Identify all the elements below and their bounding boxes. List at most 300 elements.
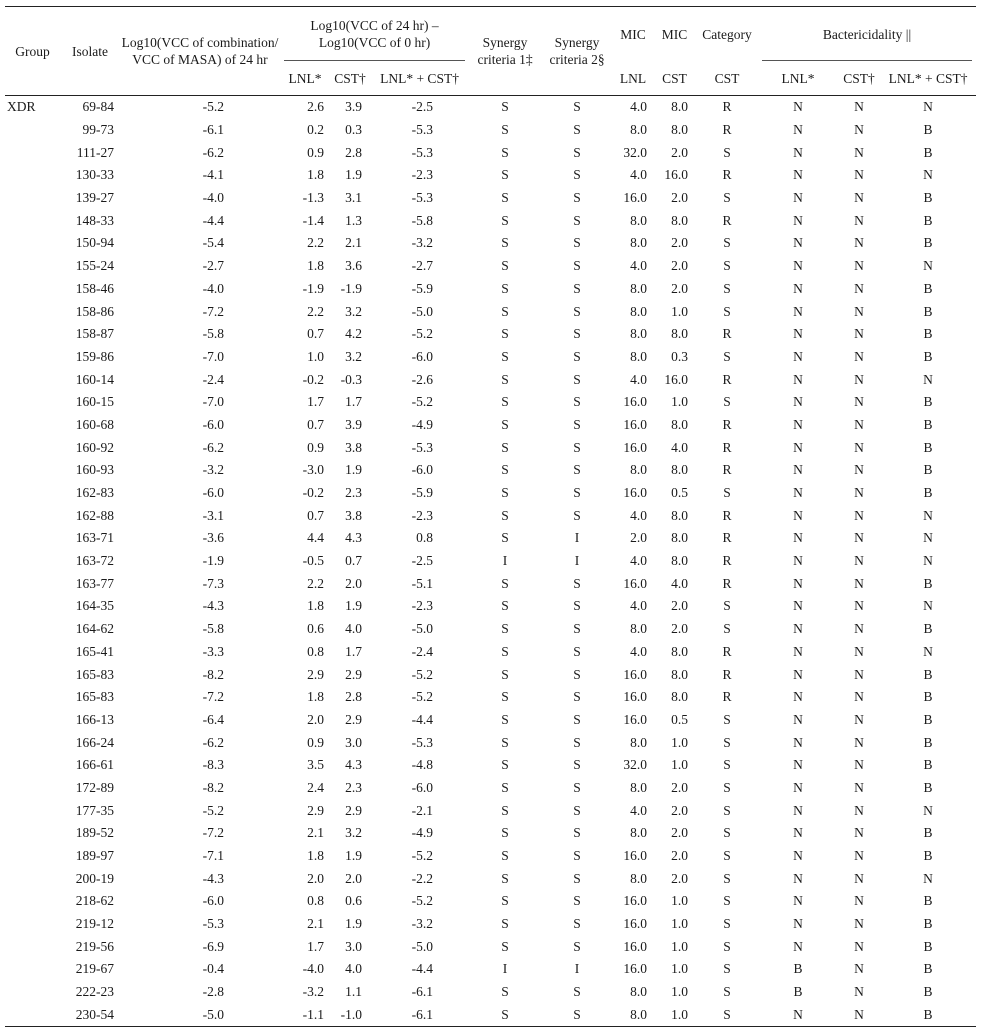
cell-synergy-1: S bbox=[501, 1006, 509, 1022]
cell-change-lnl: 0.7 bbox=[307, 416, 324, 432]
cell-change-lnl: 1.8 bbox=[307, 167, 324, 183]
header-synergy-criteria-2: Synergy criteria 2§ bbox=[541, 7, 613, 96]
cell-synergy-2: S bbox=[573, 802, 581, 818]
cell-bact-lnl: N bbox=[793, 848, 803, 864]
cell-change-lnl: 0.9 bbox=[307, 439, 324, 455]
cell-synergy-2: S bbox=[573, 870, 581, 886]
cell-category: R bbox=[722, 212, 732, 228]
cell-synergy-1: S bbox=[501, 530, 509, 546]
cell-mic-lnl: 4.0 bbox=[630, 643, 648, 659]
cell-isolate: 230-54 bbox=[75, 1006, 114, 1022]
cell-mic-lnl: 16.0 bbox=[623, 711, 648, 727]
cell-synergy-2: S bbox=[573, 326, 581, 342]
cell-synergy-2: S bbox=[573, 689, 581, 705]
cell-change-lnl: 0.9 bbox=[307, 734, 324, 750]
cell-category: R bbox=[722, 530, 732, 546]
cell-change-cst: 1.9 bbox=[345, 167, 362, 183]
cell-category: S bbox=[723, 280, 731, 296]
cell-isolate: 172-89 bbox=[75, 779, 114, 795]
cell-synergy-2: S bbox=[573, 984, 581, 1000]
cell-category: S bbox=[723, 485, 731, 501]
subheader-bact-cst: CST† bbox=[838, 61, 880, 96]
cell-mic-lnl: 4.0 bbox=[630, 258, 648, 274]
cell-bact-lnl-cst: B bbox=[923, 984, 933, 1000]
cell-change-lnl-cst: -2.6 bbox=[411, 371, 434, 387]
cell-bact-cst: N bbox=[854, 348, 864, 364]
subheader-bact-lnl: LNL* bbox=[758, 61, 838, 96]
cell-isolate: 166-24 bbox=[75, 734, 114, 750]
cell-bact-cst: N bbox=[854, 598, 864, 614]
cell-change-lnl-cst: -2.1 bbox=[411, 802, 434, 818]
cell-bact-lnl-cst: N bbox=[923, 507, 933, 523]
cell-combination-ratio: -2.7 bbox=[202, 258, 224, 274]
cell-isolate: 189-97 bbox=[75, 848, 114, 864]
cell-isolate: 160-93 bbox=[75, 462, 114, 478]
cell-synergy-1: S bbox=[501, 280, 509, 296]
cell-mic-cst: 4.0 bbox=[671, 439, 689, 455]
cell-bact-lnl-cst: B bbox=[923, 212, 933, 228]
cell-change-lnl: -1.1 bbox=[302, 1006, 324, 1022]
cell-mic-lnl: 4.0 bbox=[630, 99, 648, 115]
cell-isolate: 219-12 bbox=[75, 916, 114, 932]
cell-category: R bbox=[722, 507, 732, 523]
cell-group bbox=[5, 141, 60, 164]
cell-synergy-2: S bbox=[573, 1006, 581, 1022]
cell-mic-cst: 2.0 bbox=[671, 235, 689, 251]
cell-category: R bbox=[722, 122, 732, 138]
cell-bact-cst: N bbox=[854, 575, 864, 591]
cell-bact-cst: N bbox=[854, 280, 864, 296]
cell-category: R bbox=[722, 666, 732, 682]
cell-bact-lnl: N bbox=[793, 598, 803, 614]
synergy-results-table bbox=[5, 6, 976, 1027]
cell-synergy-1: S bbox=[501, 870, 509, 886]
cell-synergy-1: S bbox=[501, 825, 509, 841]
cell-mic-cst: 8.0 bbox=[671, 212, 689, 228]
table-row bbox=[5, 799, 976, 822]
cell-combination-ratio: -4.3 bbox=[202, 598, 224, 614]
cell-synergy-1: S bbox=[501, 757, 509, 773]
cell-mic-lnl: 32.0 bbox=[623, 757, 648, 773]
cell-change-cst: 4.3 bbox=[345, 757, 362, 773]
cell-mic-lnl: 16.0 bbox=[623, 416, 648, 432]
cell-change-lnl: 1.7 bbox=[307, 394, 324, 410]
cell-bact-lnl: N bbox=[793, 258, 803, 274]
cell-group bbox=[5, 209, 60, 232]
cell-mic-lnl: 2.0 bbox=[630, 530, 648, 546]
cell-change-cst: 2.0 bbox=[345, 870, 362, 886]
cell-mic-lnl: 8.0 bbox=[630, 326, 648, 342]
cell-change-lnl-cst: -5.2 bbox=[411, 326, 434, 342]
cell-group bbox=[5, 867, 60, 890]
cell-bact-lnl-cst: B bbox=[923, 326, 933, 342]
cell-bact-cst: N bbox=[854, 802, 864, 818]
cell-group bbox=[5, 255, 60, 278]
cell-change-cst: 3.2 bbox=[345, 825, 362, 841]
cell-synergy-2: S bbox=[573, 394, 581, 410]
cell-change-lnl-cst: -4.4 bbox=[411, 961, 434, 977]
cell-bact-cst: N bbox=[854, 530, 864, 546]
cell-change-lnl: 2.1 bbox=[307, 825, 324, 841]
subheader-category-cst: CST bbox=[696, 61, 758, 96]
cell-category: R bbox=[722, 643, 732, 659]
cell-synergy-1: S bbox=[501, 303, 509, 319]
cell-category: S bbox=[723, 1006, 731, 1022]
cell-bact-lnl: N bbox=[793, 190, 803, 206]
cell-bact-cst: N bbox=[854, 893, 864, 909]
cell-change-cst: 2.1 bbox=[345, 235, 362, 251]
cell-synergy-2: I bbox=[574, 530, 580, 546]
cell-combination-ratio: -4.1 bbox=[202, 167, 224, 183]
cell-change-cst: 1.7 bbox=[345, 394, 362, 410]
cell-bact-cst: N bbox=[854, 394, 864, 410]
cell-isolate: 164-62 bbox=[75, 621, 114, 637]
cell-synergy-1: S bbox=[501, 779, 509, 795]
cell-bact-lnl: N bbox=[793, 757, 803, 773]
cell-synergy-1: S bbox=[501, 258, 509, 274]
cell-isolate: 177-35 bbox=[75, 802, 114, 818]
cell-isolate: 163-72 bbox=[75, 553, 114, 569]
cell-group bbox=[5, 504, 60, 527]
table-row bbox=[5, 164, 976, 187]
cell-bact-lnl-cst: B bbox=[923, 235, 933, 251]
table-row bbox=[5, 209, 976, 232]
cell-combination-ratio: -4.0 bbox=[202, 280, 224, 296]
subheader-cst: CST† bbox=[330, 61, 370, 96]
cell-bact-lnl-cst: B bbox=[923, 122, 933, 138]
cell-bact-lnl: N bbox=[793, 802, 803, 818]
table-row bbox=[5, 255, 976, 278]
table-row bbox=[5, 300, 976, 323]
cell-change-cst: 3.9 bbox=[345, 416, 362, 432]
cell-change-lnl: 1.0 bbox=[307, 348, 324, 364]
cell-group bbox=[5, 550, 60, 573]
cell-bact-cst: N bbox=[854, 621, 864, 637]
cell-mic-lnl: 4.0 bbox=[630, 507, 648, 523]
table-row bbox=[5, 641, 976, 664]
cell-isolate: 148-33 bbox=[75, 212, 114, 228]
cell-category: R bbox=[722, 553, 732, 569]
cell-bact-lnl-cst: N bbox=[923, 643, 933, 659]
cell-synergy-2: S bbox=[573, 348, 581, 364]
cell-combination-ratio: -5.3 bbox=[202, 916, 224, 932]
subheader-lnl: LNL* bbox=[280, 61, 330, 96]
cell-combination-ratio: -6.2 bbox=[202, 439, 224, 455]
cell-group bbox=[5, 323, 60, 346]
cell-synergy-1: S bbox=[501, 507, 509, 523]
cell-bact-lnl: N bbox=[793, 666, 803, 682]
cell-mic-cst: 16.0 bbox=[664, 371, 689, 387]
cell-bact-lnl-cst: B bbox=[923, 280, 933, 296]
cell-combination-ratio: -8.3 bbox=[202, 757, 224, 773]
cell-mic-lnl: 8.0 bbox=[630, 870, 648, 886]
cell-bact-lnl-cst: N bbox=[923, 870, 933, 886]
cell-isolate: 162-83 bbox=[75, 485, 114, 501]
table-row bbox=[5, 686, 976, 709]
cell-combination-ratio: -6.2 bbox=[202, 144, 224, 160]
cell-change-lnl: 0.8 bbox=[307, 893, 324, 909]
cell-bact-lnl: N bbox=[793, 326, 803, 342]
cell-bact-lnl-cst: B bbox=[923, 462, 933, 478]
cell-change-lnl-cst: -6.1 bbox=[411, 1006, 434, 1022]
cell-change-cst: 2.9 bbox=[345, 802, 362, 818]
cell-mic-lnl: 8.0 bbox=[630, 1006, 648, 1022]
cell-group: XDR bbox=[7, 99, 36, 115]
cell-combination-ratio: -3.3 bbox=[202, 643, 224, 659]
table-row bbox=[5, 981, 976, 1004]
cell-bact-lnl-cst: B bbox=[923, 190, 933, 206]
cell-change-cst: 4.0 bbox=[345, 961, 362, 977]
cell-synergy-1: S bbox=[501, 348, 509, 364]
cell-bact-lnl-cst: B bbox=[923, 485, 933, 501]
cell-synergy-2: S bbox=[573, 303, 581, 319]
cell-group bbox=[5, 799, 60, 822]
cell-change-lnl: 1.8 bbox=[307, 689, 324, 705]
cell-bact-cst: N bbox=[854, 711, 864, 727]
cell-group bbox=[5, 414, 60, 437]
cell-bact-cst: N bbox=[854, 303, 864, 319]
cell-category: S bbox=[723, 916, 731, 932]
cell-bact-lnl: N bbox=[793, 643, 803, 659]
cell-group bbox=[5, 981, 60, 1004]
cell-synergy-1: S bbox=[501, 598, 509, 614]
cell-combination-ratio: -5.8 bbox=[202, 326, 224, 342]
table-row bbox=[5, 436, 976, 459]
header-isolate: Isolate bbox=[60, 7, 120, 96]
cell-bact-lnl: N bbox=[793, 416, 803, 432]
cell-group bbox=[5, 845, 60, 868]
cell-mic-cst: 1.0 bbox=[671, 1006, 689, 1022]
cell-synergy-1: S bbox=[501, 643, 509, 659]
cell-category: R bbox=[722, 167, 732, 183]
cell-category: S bbox=[723, 961, 731, 977]
cell-combination-ratio: -4.0 bbox=[202, 190, 224, 206]
cell-mic-cst: 0.3 bbox=[671, 348, 689, 364]
cell-change-lnl: 2.2 bbox=[307, 575, 324, 591]
cell-group bbox=[5, 119, 60, 142]
cell-bact-lnl-cst: N bbox=[923, 530, 933, 546]
cell-group bbox=[5, 459, 60, 482]
cell-mic-cst: 1.0 bbox=[671, 303, 689, 319]
header-vcc-change: Log10(VCC of 24 hr) – Log10(VCC of 0 hr) bbox=[280, 7, 469, 62]
cell-isolate: 111-27 bbox=[76, 144, 114, 160]
cell-synergy-2: S bbox=[573, 212, 581, 228]
cell-combination-ratio: -8.2 bbox=[202, 666, 224, 682]
cell-synergy-1: S bbox=[501, 212, 509, 228]
table-row bbox=[5, 278, 976, 301]
cell-category: R bbox=[722, 575, 732, 591]
cell-group bbox=[5, 822, 60, 845]
table-row bbox=[5, 391, 976, 414]
cell-synergy-1: S bbox=[501, 99, 509, 115]
cell-synergy-1: S bbox=[501, 802, 509, 818]
cell-mic-lnl: 8.0 bbox=[630, 984, 648, 1000]
table-row bbox=[5, 346, 976, 369]
cell-combination-ratio: -2.4 bbox=[202, 371, 224, 387]
cell-synergy-2: S bbox=[573, 757, 581, 773]
cell-change-cst: 4.2 bbox=[345, 326, 362, 342]
header-category: Category bbox=[702, 26, 752, 42]
cell-isolate: 165-41 bbox=[75, 643, 114, 659]
cell-change-lnl: -1.4 bbox=[302, 212, 324, 228]
cell-synergy-2: S bbox=[573, 575, 581, 591]
cell-mic-lnl: 16.0 bbox=[623, 689, 648, 705]
cell-mic-lnl: 8.0 bbox=[630, 235, 648, 251]
cell-bact-lnl: N bbox=[793, 144, 803, 160]
cell-synergy-2: S bbox=[573, 439, 581, 455]
cell-combination-ratio: -6.0 bbox=[202, 416, 224, 432]
cell-isolate: 158-87 bbox=[75, 326, 114, 342]
cell-mic-lnl: 8.0 bbox=[630, 462, 648, 478]
cell-bact-lnl-cst: B bbox=[923, 348, 933, 364]
cell-change-lnl: -0.2 bbox=[302, 485, 324, 501]
cell-bact-cst: N bbox=[854, 485, 864, 501]
cell-category: R bbox=[722, 99, 732, 115]
cell-synergy-1: S bbox=[501, 666, 509, 682]
cell-change-lnl-cst: -5.3 bbox=[411, 439, 434, 455]
cell-isolate: 163-71 bbox=[75, 530, 114, 546]
cell-category: S bbox=[723, 598, 731, 614]
cell-bact-lnl: N bbox=[793, 870, 803, 886]
cell-bact-lnl: N bbox=[793, 530, 803, 546]
table-row bbox=[5, 709, 976, 732]
cell-change-cst: 3.0 bbox=[345, 938, 362, 954]
table-row bbox=[5, 96, 976, 119]
cell-change-lnl: 1.8 bbox=[307, 258, 324, 274]
table-row bbox=[5, 187, 976, 210]
cell-mic-cst: 8.0 bbox=[671, 507, 689, 523]
cell-mic-lnl: 16.0 bbox=[623, 893, 648, 909]
cell-synergy-2: S bbox=[573, 507, 581, 523]
cell-bact-lnl-cst: N bbox=[923, 167, 933, 183]
cell-change-cst: 2.9 bbox=[345, 666, 362, 682]
table-row bbox=[5, 958, 976, 981]
cell-change-lnl: -0.5 bbox=[302, 553, 324, 569]
table-row bbox=[5, 504, 976, 527]
cell-change-lnl-cst: -5.0 bbox=[411, 938, 434, 954]
cell-bact-lnl: N bbox=[793, 167, 803, 183]
cell-combination-ratio: -7.0 bbox=[202, 394, 224, 410]
cell-synergy-2: S bbox=[573, 711, 581, 727]
cell-bact-cst: N bbox=[854, 416, 864, 432]
cell-combination-ratio: -7.2 bbox=[202, 689, 224, 705]
cell-group bbox=[5, 618, 60, 641]
cell-synergy-2: S bbox=[573, 825, 581, 841]
cell-change-lnl-cst: -3.2 bbox=[411, 235, 434, 251]
cell-bact-cst: N bbox=[854, 235, 864, 251]
cell-bact-cst: N bbox=[854, 961, 864, 977]
cell-bact-lnl: N bbox=[793, 348, 803, 364]
cell-change-lnl-cst: -6.1 bbox=[411, 984, 434, 1000]
header-mic-2: MIC bbox=[661, 26, 688, 42]
cell-bact-lnl: N bbox=[793, 371, 803, 387]
cell-synergy-2: I bbox=[574, 961, 580, 977]
cell-change-lnl-cst: -5.2 bbox=[411, 394, 434, 410]
cell-synergy-2: S bbox=[573, 621, 581, 637]
cell-change-lnl-cst: -2.3 bbox=[411, 507, 434, 523]
cell-mic-cst: 8.0 bbox=[671, 689, 689, 705]
cell-change-lnl: 2.9 bbox=[307, 666, 324, 682]
cell-bact-lnl: N bbox=[793, 734, 803, 750]
cell-combination-ratio: -3.2 bbox=[202, 462, 224, 478]
cell-bact-cst: N bbox=[854, 734, 864, 750]
cell-combination-ratio: -2.8 bbox=[202, 984, 224, 1000]
cell-bact-lnl: N bbox=[793, 507, 803, 523]
cell-group bbox=[5, 1004, 60, 1027]
cell-change-cst: 3.6 bbox=[345, 258, 362, 274]
table-body bbox=[5, 96, 976, 1027]
cell-category: S bbox=[723, 984, 731, 1000]
cell-group bbox=[5, 935, 60, 958]
cell-bact-lnl-cst: B bbox=[923, 144, 933, 160]
table-row bbox=[5, 777, 976, 800]
cell-isolate: 160-14 bbox=[75, 371, 114, 387]
cell-synergy-1: S bbox=[501, 984, 509, 1000]
cell-group bbox=[5, 391, 60, 414]
table-row bbox=[5, 935, 976, 958]
cell-synergy-2: I bbox=[574, 553, 580, 569]
cell-synergy-1: S bbox=[501, 485, 509, 501]
cell-change-cst: 0.3 bbox=[345, 122, 362, 138]
table-row bbox=[5, 845, 976, 868]
cell-category: S bbox=[723, 802, 731, 818]
cell-mic-lnl: 8.0 bbox=[630, 212, 648, 228]
cell-isolate: 158-86 bbox=[75, 303, 114, 319]
cell-bact-cst: N bbox=[854, 938, 864, 954]
cell-change-lnl-cst: -2.3 bbox=[411, 167, 434, 183]
cell-combination-ratio: -7.1 bbox=[202, 848, 224, 864]
cell-bact-lnl-cst: B bbox=[923, 711, 933, 727]
cell-bact-lnl-cst: B bbox=[923, 825, 933, 841]
cell-change-lnl-cst: -6.0 bbox=[411, 779, 434, 795]
cell-synergy-2: S bbox=[573, 598, 581, 614]
cell-category: S bbox=[723, 893, 731, 909]
cell-mic-lnl: 8.0 bbox=[630, 122, 648, 138]
cell-bact-cst: N bbox=[854, 122, 864, 138]
cell-bact-lnl: N bbox=[793, 621, 803, 637]
cell-bact-lnl: N bbox=[793, 280, 803, 296]
cell-bact-lnl-cst: N bbox=[923, 99, 933, 115]
cell-group bbox=[5, 777, 60, 800]
cell-mic-cst: 8.0 bbox=[671, 530, 689, 546]
cell-synergy-1: S bbox=[501, 416, 509, 432]
cell-bact-cst: N bbox=[854, 870, 864, 886]
cell-change-cst: 0.7 bbox=[345, 553, 362, 569]
cell-synergy-1: I bbox=[502, 553, 508, 569]
cell-group bbox=[5, 436, 60, 459]
table-row bbox=[5, 867, 976, 890]
cell-bact-lnl-cst: B bbox=[923, 893, 933, 909]
cell-change-lnl-cst: -5.1 bbox=[411, 575, 434, 591]
header-combination-ratio: Log10(VCC of combination/ VCC of MASA) of 24 hr bbox=[120, 7, 280, 96]
cell-change-lnl-cst: -2.2 bbox=[411, 870, 434, 886]
cell-bact-lnl: N bbox=[793, 575, 803, 591]
cell-change-lnl: 2.2 bbox=[307, 235, 324, 251]
cell-synergy-2: S bbox=[573, 167, 581, 183]
cell-mic-cst: 8.0 bbox=[671, 553, 689, 569]
table-row bbox=[5, 913, 976, 936]
cell-synergy-2: S bbox=[573, 190, 581, 206]
cell-category: S bbox=[723, 711, 731, 727]
cell-synergy-2: S bbox=[573, 779, 581, 795]
cell-bact-lnl: N bbox=[793, 1006, 803, 1022]
cell-change-lnl-cst: -2.5 bbox=[411, 553, 434, 569]
cell-bact-cst: N bbox=[854, 825, 864, 841]
cell-synergy-2: S bbox=[573, 848, 581, 864]
cell-bact-cst: N bbox=[854, 757, 864, 773]
cell-synergy-1: S bbox=[501, 893, 509, 909]
subheader-bact-lnl-cst: LNL* + CST† bbox=[880, 61, 976, 96]
